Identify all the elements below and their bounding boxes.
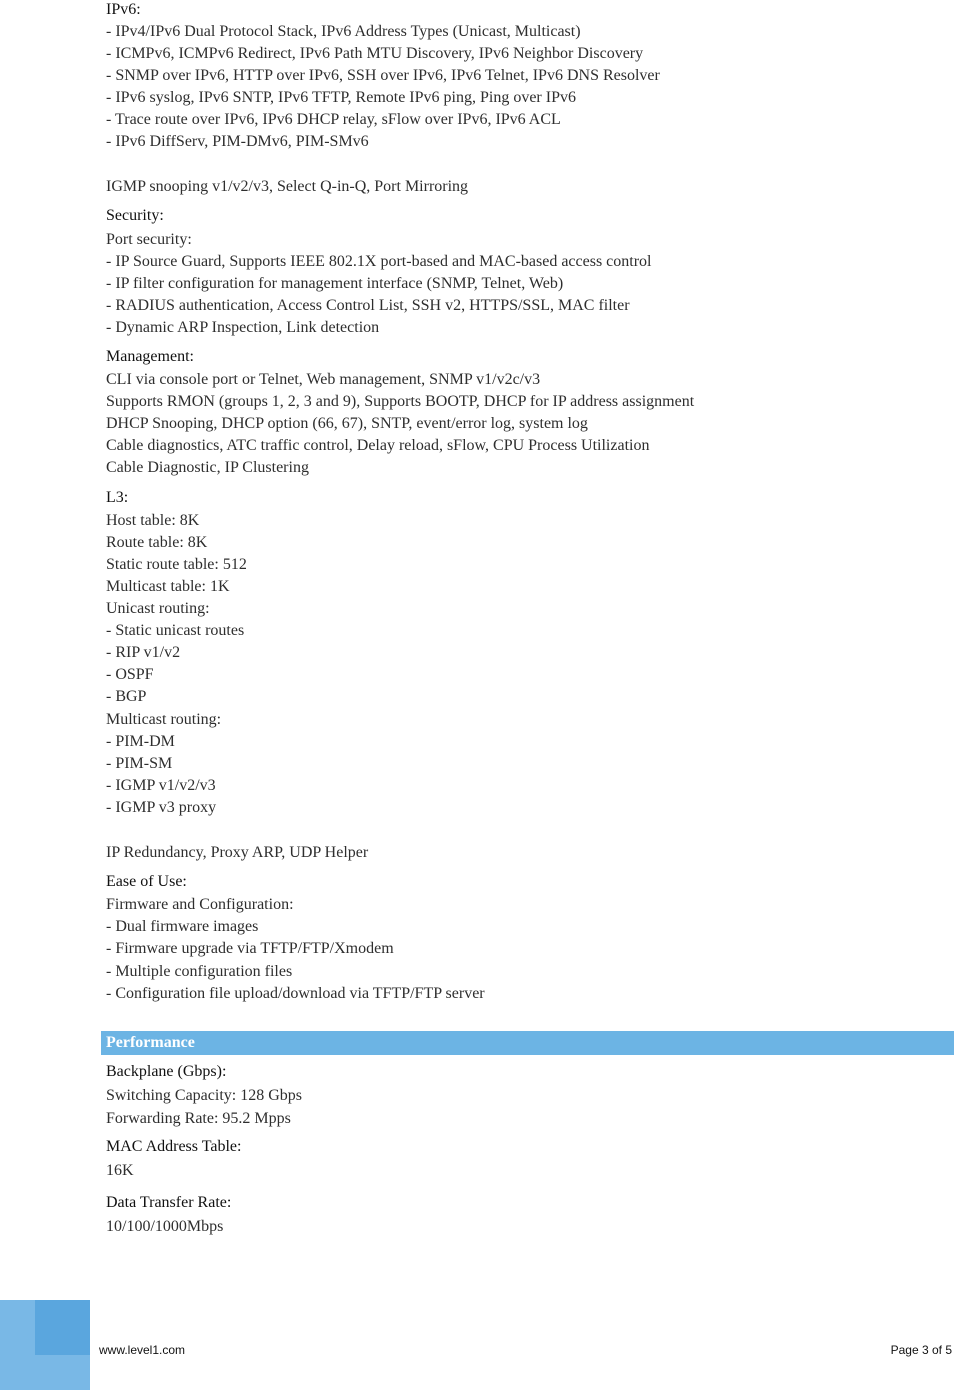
l3-line: Route table: 8K [106,534,208,551]
ipv6-heading: IPv6: [106,1,141,18]
igmp-line: IGMP snooping v1/v2/v3, Select Q-in-Q, Port Mirroring [106,178,469,195]
l3-line: - RIP v1/v2 [106,644,181,661]
management-heading: Management: [106,348,194,365]
ipv6-line: - SNMP over IPv6, HTTP over IPv6, SSH over IPv6, IPv6 Telnet, IPv6 DNS Resolver [106,67,660,84]
security-line: Port security: [106,231,192,248]
ease-of-use-line: - Configuration file upload/download via TFTP/FTP server [106,985,485,1002]
ipv6-line: - Trace route over IPv6, IPv6 DHCP relay, sFlow over IPv6, IPv6 ACL [106,111,561,128]
switching-capacity: Switching Capacity: 128 Gbps [106,1087,302,1104]
forwarding-rate: Forwarding Rate: 95.2 Mpps [106,1110,291,1127]
footer-website-link[interactable]: www.level1.com [99,1343,186,1357]
ipv6-line: - IPv6 DiffServ, PIM-DMv6, PIM-SMv6 [106,133,369,150]
l3-line: - PIM-DM [106,733,175,750]
ease-of-use-heading: Ease of Use: [106,873,187,890]
ease-of-use-line: Firmware and Configuration: [106,896,294,913]
transfer-rate-heading: Data Transfer Rate: [106,1194,232,1211]
l3-line: - IGMP v1/v2/v3 [106,777,216,794]
security-line: - RADIUS authentication, Access Control List, SSH v2, HTTPS/SSL, MAC filter [106,297,630,314]
l3-line: - PIM-SM [106,755,173,772]
l3-line: Multicast table: 1K [106,578,230,595]
security-line: - IP Source Guard, Supports IEEE 802.1X port-based and MAC-based access control [106,253,652,270]
l3-line: - BGP [106,688,147,705]
l3-line: Host table: 8K [106,512,200,529]
ipv6-line: - IPv4/IPv6 Dual Protocol Stack, IPv6 Address Types (Unicast, Multicast) [106,23,581,40]
transfer-rate-value: 10/100/1000Mbps [106,1218,224,1235]
management-line: Supports RMON (groups 1, 2, 3 and 9), Supports BOOTP, DHCP for IP address assignment [106,393,695,410]
l3-heading: L3: [106,489,129,506]
mac-table-heading: MAC Address Table: [106,1138,242,1155]
redundancy-line: IP Redundancy, Proxy ARP, UDP Helper [106,844,369,861]
management-line: Cable Diagnostic, IP Clustering [106,459,309,476]
management-line: CLI via console port or Telnet, Web management, SNMP v1/v2c/v3 [106,371,541,388]
mac-table-value: 16K [106,1162,134,1179]
l3-line: - OSPF [106,666,154,683]
footer-accent-inner [35,1300,90,1355]
security-line: - IP filter configuration for management interface (SNMP, Telnet, Web) [106,275,564,292]
footer-accent-block [0,1300,90,1390]
l3-line: - IGMP v3 proxy [106,799,217,816]
ease-of-use-line: - Multiple configuration files [106,963,293,980]
management-line: Cable diagnostics, ATC traffic control, Delay reload, sFlow, CPU Process Utilization [106,437,650,454]
l3-line: - Static unicast routes [106,622,245,639]
security-heading: Security: [106,207,164,224]
security-line: - Dynamic ARP Inspection, Link detection [106,319,380,336]
l3-line: Unicast routing: [106,600,210,617]
management-line: DHCP Snooping, DHCP option (66, 67), SNTP, event/error log, system log [106,415,588,432]
l3-line: Static route table: 512 [106,556,247,573]
ipv6-line: - ICMPv6, ICMPv6 Redirect, IPv6 Path MTU Discovery, IPv6 Neighbor Discovery [106,45,644,62]
ease-of-use-line: - Firmware upgrade via TFTP/FTP/Xmodem [106,940,394,957]
backplane-heading: Backplane (Gbps): [106,1063,227,1080]
performance-section-bar [101,1031,954,1055]
ipv6-line: - IPv6 syslog, IPv6 SNTP, IPv6 TFTP, Remote IPv6 ping, Ping over IPv6 [106,89,576,106]
ease-of-use-line: - Dual firmware images [106,918,259,935]
l3-line: Multicast routing: [106,711,222,728]
footer-page-number: Page 3 of 5 [890,1343,952,1357]
performance-title: Performance [106,1034,195,1051]
